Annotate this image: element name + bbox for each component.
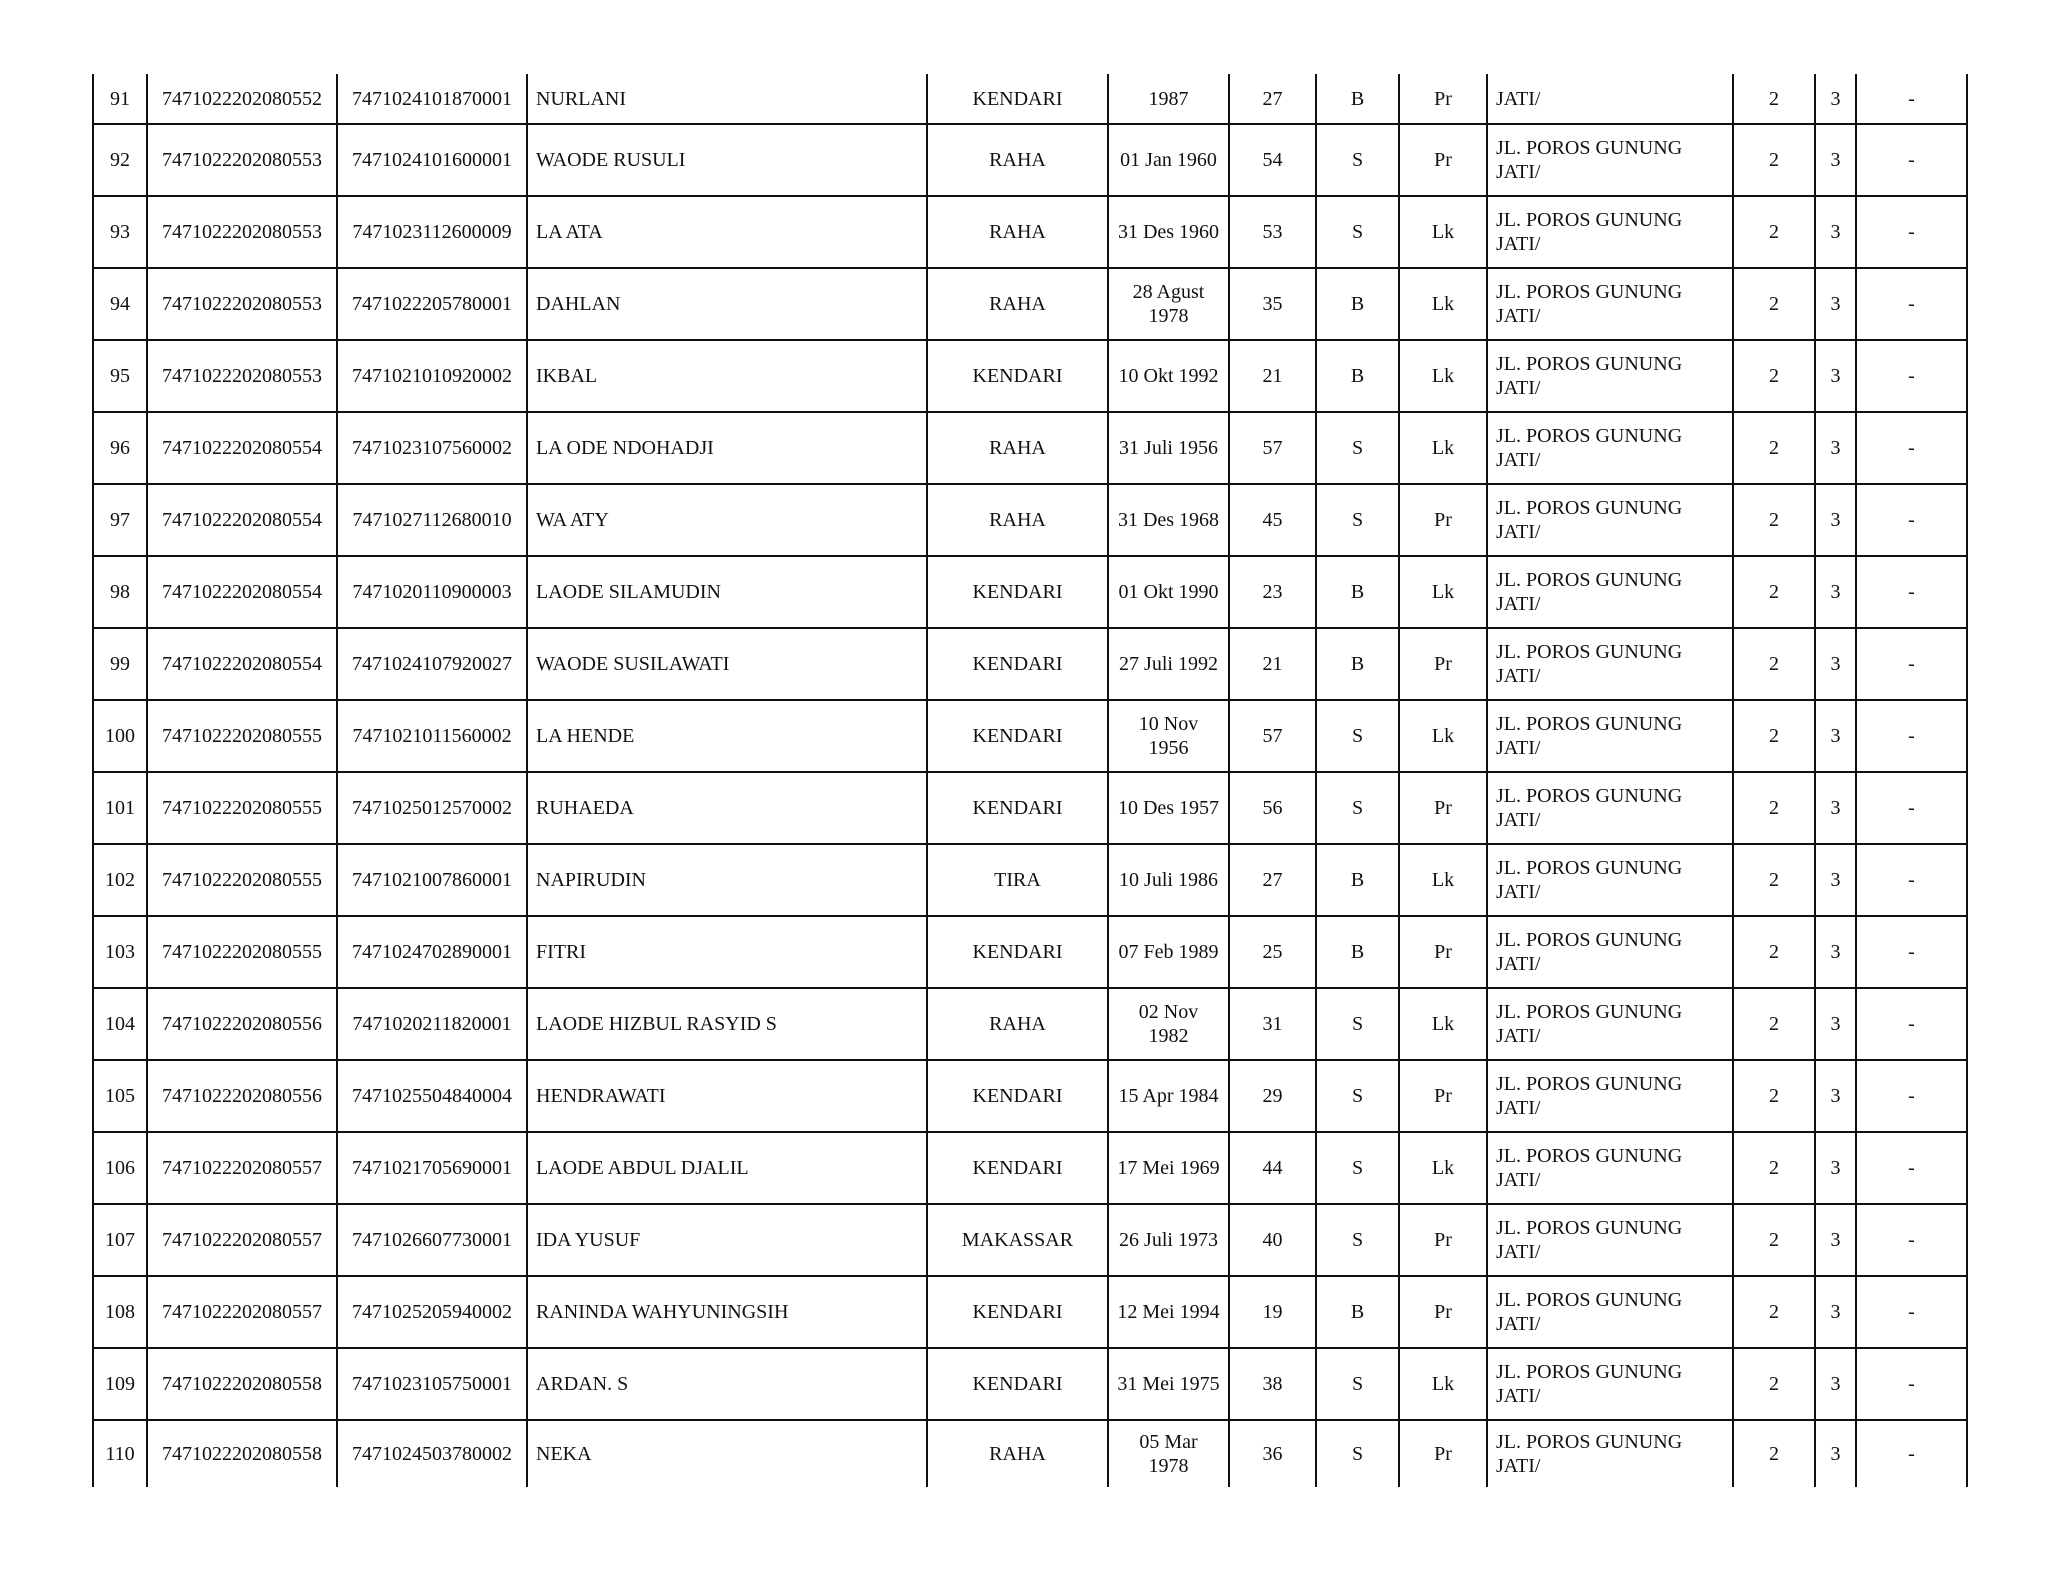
age-cell: 56 bbox=[1229, 772, 1316, 844]
person-name-cell: DAHLAN bbox=[527, 268, 927, 340]
row-number-cell: 95 bbox=[93, 340, 147, 412]
nik-number-cell: 7471025205940002 bbox=[337, 1276, 527, 1348]
marital-status-cell: S bbox=[1316, 1132, 1399, 1204]
note-cell: - bbox=[1856, 268, 1967, 340]
note-cell: - bbox=[1856, 700, 1967, 772]
rt-number-cell: 2 bbox=[1733, 1132, 1815, 1204]
rw-number-cell: 3 bbox=[1815, 700, 1856, 772]
sex-cell: Pr bbox=[1399, 1420, 1487, 1487]
family-card-number-cell: 7471022202080554 bbox=[147, 412, 337, 484]
family-card-number-cell: 7471022202080558 bbox=[147, 1348, 337, 1420]
row-number-cell: 96 bbox=[93, 412, 147, 484]
sex-cell: Pr bbox=[1399, 124, 1487, 196]
person-name-cell: RUHAEDA bbox=[527, 772, 927, 844]
sex-cell: Lk bbox=[1399, 700, 1487, 772]
rt-number-cell: 2 bbox=[1733, 916, 1815, 988]
family-card-number-cell: 7471022202080555 bbox=[147, 772, 337, 844]
birth-date-cell: 31 Des 1968 bbox=[1108, 484, 1229, 556]
note-cell: - bbox=[1856, 196, 1967, 268]
birth-place-cell: RAHA bbox=[927, 412, 1108, 484]
address-cell: JATI/ bbox=[1487, 74, 1733, 124]
rt-number-cell: 2 bbox=[1733, 1060, 1815, 1132]
family-card-number-cell: 7471022202080557 bbox=[147, 1276, 337, 1348]
birth-date-cell: 02 Nov 1982 bbox=[1108, 988, 1229, 1060]
row-number-cell: 109 bbox=[93, 1348, 147, 1420]
person-name-cell: LAODE SILAMUDIN bbox=[527, 556, 927, 628]
address-cell: JL. POROS GUNUNG JATI/ bbox=[1487, 1204, 1733, 1276]
row-number-cell: 103 bbox=[93, 916, 147, 988]
age-cell: 29 bbox=[1229, 1060, 1316, 1132]
age-cell: 23 bbox=[1229, 556, 1316, 628]
birth-date-cell: 10 Okt 1992 bbox=[1108, 340, 1229, 412]
table-row bbox=[93, 268, 1967, 340]
sex-cell: Pr bbox=[1399, 628, 1487, 700]
person-name-cell: ARDAN. S bbox=[527, 1348, 927, 1420]
person-name-cell: WA ATY bbox=[527, 484, 927, 556]
nik-number-cell: 7471023105750001 bbox=[337, 1348, 527, 1420]
birth-date-cell: 27 Juli 1992 bbox=[1108, 628, 1229, 700]
table-row bbox=[93, 1348, 1967, 1420]
table-row bbox=[93, 340, 1967, 412]
rt-number-cell: 2 bbox=[1733, 772, 1815, 844]
rt-number-cell: 2 bbox=[1733, 340, 1815, 412]
note-cell: - bbox=[1856, 916, 1967, 988]
row-number-cell: 100 bbox=[93, 700, 147, 772]
sex-cell: Lk bbox=[1399, 268, 1487, 340]
nik-number-cell: 7471023112600009 bbox=[337, 196, 527, 268]
age-cell: 35 bbox=[1229, 268, 1316, 340]
nik-number-cell: 7471021705690001 bbox=[337, 1132, 527, 1204]
marital-status-cell: S bbox=[1316, 196, 1399, 268]
person-name-cell: WAODE SUSILAWATI bbox=[527, 628, 927, 700]
address-cell: JL. POROS GUNUNG JATI/ bbox=[1487, 1420, 1733, 1487]
marital-status-cell: S bbox=[1316, 1348, 1399, 1420]
row-number-cell: 110 bbox=[93, 1420, 147, 1487]
table-row bbox=[93, 916, 1967, 988]
address-cell: JL. POROS GUNUNG JATI/ bbox=[1487, 1060, 1733, 1132]
age-cell: 38 bbox=[1229, 1348, 1316, 1420]
family-card-number-cell: 7471022202080554 bbox=[147, 556, 337, 628]
rw-number-cell: 3 bbox=[1815, 124, 1856, 196]
birth-date-cell: 01 Jan 1960 bbox=[1108, 124, 1229, 196]
address-cell: JL. POROS GUNUNG JATI/ bbox=[1487, 340, 1733, 412]
marital-status-cell: B bbox=[1316, 628, 1399, 700]
family-card-number-cell: 7471022202080553 bbox=[147, 196, 337, 268]
note-cell: - bbox=[1856, 988, 1967, 1060]
family-card-number-cell: 7471022202080555 bbox=[147, 916, 337, 988]
address-cell: JL. POROS GUNUNG JATI/ bbox=[1487, 700, 1733, 772]
table-row bbox=[93, 196, 1967, 268]
note-cell: - bbox=[1856, 772, 1967, 844]
nik-number-cell: 7471021011560002 bbox=[337, 700, 527, 772]
address-cell: JL. POROS GUNUNG JATI/ bbox=[1487, 628, 1733, 700]
sex-cell: Pr bbox=[1399, 916, 1487, 988]
age-cell: 44 bbox=[1229, 1132, 1316, 1204]
rt-number-cell: 2 bbox=[1733, 74, 1815, 124]
birth-place-cell: RAHA bbox=[927, 484, 1108, 556]
birth-place-cell: KENDARI bbox=[927, 772, 1108, 844]
nik-number-cell: 7471021007860001 bbox=[337, 844, 527, 916]
nik-number-cell: 7471024101870001 bbox=[337, 74, 527, 124]
birth-date-cell: 31 Des 1960 bbox=[1108, 196, 1229, 268]
person-name-cell: LA ODE NDOHADJI bbox=[527, 412, 927, 484]
family-card-number-cell: 7471022202080553 bbox=[147, 340, 337, 412]
marital-status-cell: S bbox=[1316, 484, 1399, 556]
address-cell: JL. POROS GUNUNG JATI/ bbox=[1487, 556, 1733, 628]
nik-number-cell: 7471025504840004 bbox=[337, 1060, 527, 1132]
birth-date-cell: 10 Des 1957 bbox=[1108, 772, 1229, 844]
table-row bbox=[93, 1204, 1967, 1276]
birth-date-cell: 05 Mar 1978 bbox=[1108, 1420, 1229, 1487]
birth-place-cell: MAKASSAR bbox=[927, 1204, 1108, 1276]
rw-number-cell: 3 bbox=[1815, 74, 1856, 124]
rt-number-cell: 2 bbox=[1733, 124, 1815, 196]
person-name-cell: NURLANI bbox=[527, 74, 927, 124]
birth-place-cell: KENDARI bbox=[927, 1060, 1108, 1132]
marital-status-cell: B bbox=[1316, 74, 1399, 124]
row-number-cell: 98 bbox=[93, 556, 147, 628]
note-cell: - bbox=[1856, 628, 1967, 700]
row-number-cell: 94 bbox=[93, 268, 147, 340]
address-cell: JL. POROS GUNUNG JATI/ bbox=[1487, 916, 1733, 988]
person-name-cell: LA HENDE bbox=[527, 700, 927, 772]
row-number-cell: 97 bbox=[93, 484, 147, 556]
birth-place-cell: KENDARI bbox=[927, 1132, 1108, 1204]
row-number-cell: 106 bbox=[93, 1132, 147, 1204]
marital-status-cell: B bbox=[1316, 268, 1399, 340]
table-row bbox=[93, 628, 1967, 700]
birth-place-cell: RAHA bbox=[927, 1420, 1108, 1487]
table-row bbox=[93, 1060, 1967, 1132]
person-name-cell: RANINDA WAHYUNINGSIH bbox=[527, 1276, 927, 1348]
rt-number-cell: 2 bbox=[1733, 1276, 1815, 1348]
rt-number-cell: 2 bbox=[1733, 628, 1815, 700]
family-card-number-cell: 7471022202080555 bbox=[147, 700, 337, 772]
rt-number-cell: 2 bbox=[1733, 484, 1815, 556]
sex-cell: Pr bbox=[1399, 74, 1487, 124]
table-row bbox=[93, 1132, 1967, 1204]
rw-number-cell: 3 bbox=[1815, 1060, 1856, 1132]
rw-number-cell: 3 bbox=[1815, 1348, 1856, 1420]
age-cell: 57 bbox=[1229, 700, 1316, 772]
table-body bbox=[93, 74, 1967, 1487]
rt-number-cell: 2 bbox=[1733, 1204, 1815, 1276]
sex-cell: Lk bbox=[1399, 1348, 1487, 1420]
birth-place-cell: KENDARI bbox=[927, 916, 1108, 988]
marital-status-cell: S bbox=[1316, 1204, 1399, 1276]
table-row bbox=[93, 124, 1967, 196]
birth-date-cell: 15 Apr 1984 bbox=[1108, 1060, 1229, 1132]
person-name-cell: NEKA bbox=[527, 1420, 927, 1487]
person-name-cell: LA ATA bbox=[527, 196, 927, 268]
family-card-number-cell: 7471022202080553 bbox=[147, 268, 337, 340]
marital-status-cell: S bbox=[1316, 124, 1399, 196]
person-name-cell: HENDRAWATI bbox=[527, 1060, 927, 1132]
row-number-cell: 108 bbox=[93, 1276, 147, 1348]
table-row bbox=[93, 1420, 1967, 1487]
rw-number-cell: 3 bbox=[1815, 628, 1856, 700]
note-cell: - bbox=[1856, 74, 1967, 124]
marital-status-cell: S bbox=[1316, 1060, 1399, 1132]
birth-place-cell: RAHA bbox=[927, 196, 1108, 268]
sex-cell: Lk bbox=[1399, 988, 1487, 1060]
birth-place-cell: KENDARI bbox=[927, 1276, 1108, 1348]
rw-number-cell: 3 bbox=[1815, 268, 1856, 340]
nik-number-cell: 7471025012570002 bbox=[337, 772, 527, 844]
person-name-cell: IKBAL bbox=[527, 340, 927, 412]
birth-date-cell: 17 Mei 1969 bbox=[1108, 1132, 1229, 1204]
family-card-number-cell: 7471022202080554 bbox=[147, 628, 337, 700]
age-cell: 57 bbox=[1229, 412, 1316, 484]
note-cell: - bbox=[1856, 412, 1967, 484]
age-cell: 27 bbox=[1229, 74, 1316, 124]
row-number-cell: 104 bbox=[93, 988, 147, 1060]
address-cell: JL. POROS GUNUNG JATI/ bbox=[1487, 1132, 1733, 1204]
table-row bbox=[93, 484, 1967, 556]
row-number-cell: 91 bbox=[93, 74, 147, 124]
row-number-cell: 99 bbox=[93, 628, 147, 700]
nik-number-cell: 7471024702890001 bbox=[337, 916, 527, 988]
address-cell: JL. POROS GUNUNG JATI/ bbox=[1487, 484, 1733, 556]
family-card-number-cell: 7471022202080556 bbox=[147, 988, 337, 1060]
rw-number-cell: 3 bbox=[1815, 340, 1856, 412]
rw-number-cell: 3 bbox=[1815, 844, 1856, 916]
birth-place-cell: KENDARI bbox=[927, 556, 1108, 628]
marital-status-cell: S bbox=[1316, 412, 1399, 484]
age-cell: 21 bbox=[1229, 340, 1316, 412]
age-cell: 53 bbox=[1229, 196, 1316, 268]
person-name-cell: WAODE RUSULI bbox=[527, 124, 927, 196]
sex-cell: Lk bbox=[1399, 556, 1487, 628]
nik-number-cell: 7471020110900003 bbox=[337, 556, 527, 628]
birth-date-cell: 26 Juli 1973 bbox=[1108, 1204, 1229, 1276]
marital-status-cell: S bbox=[1316, 772, 1399, 844]
marital-status-cell: B bbox=[1316, 340, 1399, 412]
nik-number-cell: 7471021010920002 bbox=[337, 340, 527, 412]
sex-cell: Lk bbox=[1399, 412, 1487, 484]
birth-place-cell: TIRA bbox=[927, 844, 1108, 916]
birth-place-cell: RAHA bbox=[927, 988, 1108, 1060]
note-cell: - bbox=[1856, 1132, 1967, 1204]
person-name-cell: LAODE ABDUL DJALIL bbox=[527, 1132, 927, 1204]
table-row bbox=[93, 556, 1967, 628]
rw-number-cell: 3 bbox=[1815, 484, 1856, 556]
nik-number-cell: 7471024107920027 bbox=[337, 628, 527, 700]
row-number-cell: 107 bbox=[93, 1204, 147, 1276]
rw-number-cell: 3 bbox=[1815, 1204, 1856, 1276]
rw-number-cell: 3 bbox=[1815, 1276, 1856, 1348]
age-cell: 19 bbox=[1229, 1276, 1316, 1348]
rw-number-cell: 3 bbox=[1815, 196, 1856, 268]
rt-number-cell: 2 bbox=[1733, 700, 1815, 772]
address-cell: JL. POROS GUNUNG JATI/ bbox=[1487, 124, 1733, 196]
note-cell: - bbox=[1856, 124, 1967, 196]
sex-cell: Lk bbox=[1399, 196, 1487, 268]
rw-number-cell: 3 bbox=[1815, 1420, 1856, 1487]
birth-date-cell: 28 Agust 1978 bbox=[1108, 268, 1229, 340]
marital-status-cell: B bbox=[1316, 916, 1399, 988]
nik-number-cell: 7471024101600001 bbox=[337, 124, 527, 196]
table-row bbox=[93, 844, 1967, 916]
marital-status-cell: B bbox=[1316, 1276, 1399, 1348]
birth-place-cell: KENDARI bbox=[927, 340, 1108, 412]
rw-number-cell: 3 bbox=[1815, 916, 1856, 988]
family-card-number-cell: 7471022202080552 bbox=[147, 74, 337, 124]
address-cell: JL. POROS GUNUNG JATI/ bbox=[1487, 1276, 1733, 1348]
address-cell: JL. POROS GUNUNG JATI/ bbox=[1487, 988, 1733, 1060]
nik-number-cell: 7471023107560002 bbox=[337, 412, 527, 484]
birth-place-cell: RAHA bbox=[927, 124, 1108, 196]
person-name-cell: LAODE HIZBUL RASYID S bbox=[527, 988, 927, 1060]
birth-date-cell: 01 Okt 1990 bbox=[1108, 556, 1229, 628]
person-name-cell: IDA YUSUF bbox=[527, 1204, 927, 1276]
rt-number-cell: 2 bbox=[1733, 268, 1815, 340]
sex-cell: Pr bbox=[1399, 1060, 1487, 1132]
marital-status-cell: S bbox=[1316, 988, 1399, 1060]
rw-number-cell: 3 bbox=[1815, 556, 1856, 628]
sex-cell: Lk bbox=[1399, 1132, 1487, 1204]
birth-place-cell: KENDARI bbox=[927, 74, 1108, 124]
rt-number-cell: 2 bbox=[1733, 1348, 1815, 1420]
voter-list-table bbox=[92, 74, 1968, 1487]
note-cell: - bbox=[1856, 1348, 1967, 1420]
family-card-number-cell: 7471022202080558 bbox=[147, 1420, 337, 1487]
birth-date-cell: 10 Nov 1956 bbox=[1108, 700, 1229, 772]
age-cell: 54 bbox=[1229, 124, 1316, 196]
table-row bbox=[93, 74, 1967, 124]
age-cell: 27 bbox=[1229, 844, 1316, 916]
person-name-cell: NAPIRUDIN bbox=[527, 844, 927, 916]
family-card-number-cell: 7471022202080555 bbox=[147, 844, 337, 916]
row-number-cell: 101 bbox=[93, 772, 147, 844]
age-cell: 21 bbox=[1229, 628, 1316, 700]
rw-number-cell: 3 bbox=[1815, 772, 1856, 844]
row-number-cell: 102 bbox=[93, 844, 147, 916]
family-card-number-cell: 7471022202080556 bbox=[147, 1060, 337, 1132]
table-row bbox=[93, 772, 1967, 844]
note-cell: - bbox=[1856, 556, 1967, 628]
row-number-cell: 105 bbox=[93, 1060, 147, 1132]
rt-number-cell: 2 bbox=[1733, 1420, 1815, 1487]
birth-date-cell: 07 Feb 1989 bbox=[1108, 916, 1229, 988]
rw-number-cell: 3 bbox=[1815, 988, 1856, 1060]
family-card-number-cell: 7471022202080557 bbox=[147, 1204, 337, 1276]
birth-date-cell: 31 Mei 1975 bbox=[1108, 1348, 1229, 1420]
birth-place-cell: KENDARI bbox=[927, 1348, 1108, 1420]
rw-number-cell: 3 bbox=[1815, 412, 1856, 484]
note-cell: - bbox=[1856, 1060, 1967, 1132]
birth-place-cell: KENDARI bbox=[927, 628, 1108, 700]
rt-number-cell: 2 bbox=[1733, 988, 1815, 1060]
marital-status-cell: S bbox=[1316, 1420, 1399, 1487]
table-row bbox=[93, 700, 1967, 772]
birth-date-cell: 1987 bbox=[1108, 74, 1229, 124]
birth-date-cell: 31 Juli 1956 bbox=[1108, 412, 1229, 484]
note-cell: - bbox=[1856, 1276, 1967, 1348]
rt-number-cell: 2 bbox=[1733, 196, 1815, 268]
nik-number-cell: 7471020211820001 bbox=[337, 988, 527, 1060]
address-cell: JL. POROS GUNUNG JATI/ bbox=[1487, 412, 1733, 484]
sex-cell: Pr bbox=[1399, 1204, 1487, 1276]
birth-place-cell: RAHA bbox=[927, 268, 1108, 340]
birth-place-cell: KENDARI bbox=[927, 700, 1108, 772]
rt-number-cell: 2 bbox=[1733, 556, 1815, 628]
note-cell: - bbox=[1856, 484, 1967, 556]
age-cell: 45 bbox=[1229, 484, 1316, 556]
row-number-cell: 92 bbox=[93, 124, 147, 196]
family-card-number-cell: 7471022202080553 bbox=[147, 124, 337, 196]
note-cell: - bbox=[1856, 1204, 1967, 1276]
sex-cell: Lk bbox=[1399, 844, 1487, 916]
rw-number-cell: 3 bbox=[1815, 1132, 1856, 1204]
address-cell: JL. POROS GUNUNG JATI/ bbox=[1487, 268, 1733, 340]
address-cell: JL. POROS GUNUNG JATI/ bbox=[1487, 844, 1733, 916]
sex-cell: Lk bbox=[1399, 340, 1487, 412]
rt-number-cell: 2 bbox=[1733, 412, 1815, 484]
nik-number-cell: 7471024503780002 bbox=[337, 1420, 527, 1487]
nik-number-cell: 7471022205780001 bbox=[337, 268, 527, 340]
note-cell: - bbox=[1856, 1420, 1967, 1487]
marital-status-cell: B bbox=[1316, 844, 1399, 916]
table-row bbox=[93, 988, 1967, 1060]
family-card-number-cell: 7471022202080554 bbox=[147, 484, 337, 556]
age-cell: 40 bbox=[1229, 1204, 1316, 1276]
address-cell: JL. POROS GUNUNG JATI/ bbox=[1487, 196, 1733, 268]
nik-number-cell: 7471027112680010 bbox=[337, 484, 527, 556]
table-row bbox=[93, 1276, 1967, 1348]
marital-status-cell: B bbox=[1316, 556, 1399, 628]
family-card-number-cell: 7471022202080557 bbox=[147, 1132, 337, 1204]
row-number-cell: 93 bbox=[93, 196, 147, 268]
nik-number-cell: 7471026607730001 bbox=[337, 1204, 527, 1276]
birth-date-cell: 10 Juli 1986 bbox=[1108, 844, 1229, 916]
sex-cell: Pr bbox=[1399, 772, 1487, 844]
marital-status-cell: S bbox=[1316, 700, 1399, 772]
address-cell: JL. POROS GUNUNG JATI/ bbox=[1487, 1348, 1733, 1420]
sex-cell: Pr bbox=[1399, 484, 1487, 556]
age-cell: 31 bbox=[1229, 988, 1316, 1060]
person-name-cell: FITRI bbox=[527, 916, 927, 988]
note-cell: - bbox=[1856, 844, 1967, 916]
table-row bbox=[93, 412, 1967, 484]
age-cell: 36 bbox=[1229, 1420, 1316, 1487]
note-cell: - bbox=[1856, 340, 1967, 412]
birth-date-cell: 12 Mei 1994 bbox=[1108, 1276, 1229, 1348]
age-cell: 25 bbox=[1229, 916, 1316, 988]
sex-cell: Pr bbox=[1399, 1276, 1487, 1348]
rt-number-cell: 2 bbox=[1733, 844, 1815, 916]
address-cell: JL. POROS GUNUNG JATI/ bbox=[1487, 772, 1733, 844]
